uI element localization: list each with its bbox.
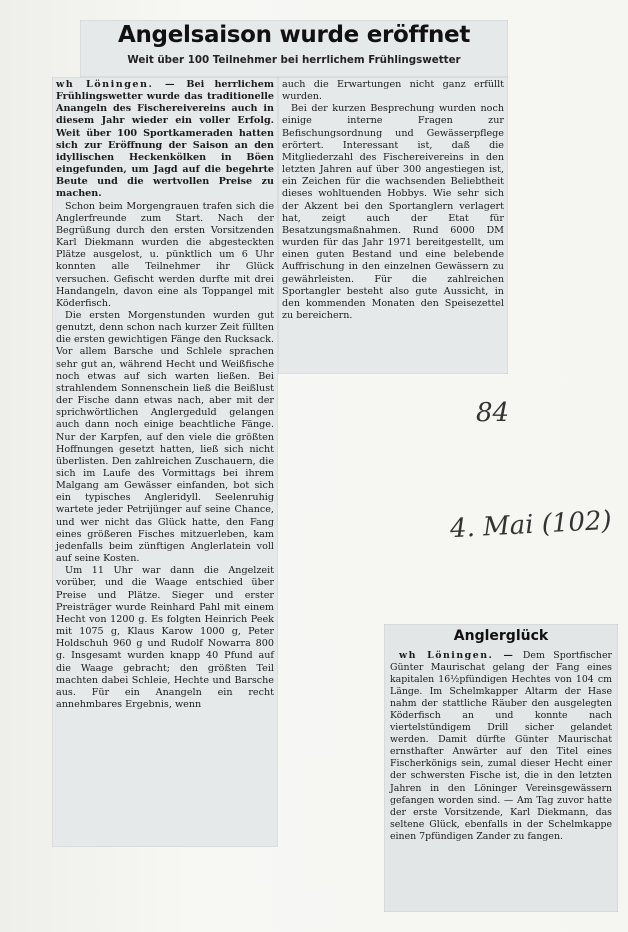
article-lead <box>56 79 274 201</box>
sidebar-article-headline: Anglerglück <box>453 628 549 644</box>
handwritten-page-number: 84 <box>476 398 510 428</box>
article-header-clipping <box>80 20 508 77</box>
article-lead-text: Bei herrlichem Frühlingswetter wurde das traditionelle Anangeln des Fischereivereins auch in diesem Jahr wieder ein voller Erfolg. Weit über 100 Sportkameraden hatten sich zur Eröffnung der Saison an den idyllischen Heckenkölken in Böen eingefunden, um Jagd auf die begehrte Beute und die wertvollen Preise zu machen. <box>56 79 275 200</box>
article-paragraph-4: auch die Erwartungen nicht ganz erfüllt wurden. <box>282 79 504 103</box>
sidebar-article-body: Dem Sportfischer Günter Maurischat gelang der Fang eines kapitalen 16½pfündigen Hechtes von 104 cm Länge. Im Schelmkapper Altarm der Hase nahm der stattliche Räuber den ausgelegten Köderfisch an und konnte nach viertelstündigem Drill sicher gelandet werden. Damit dürfte Günter Maurischat ernsthafter Anwärter auf den Titel eines Fischerkönigs sein, zumal dieser Hecht einer der schwersten Fische ist, die in den letzten Jahren in den Löninger Vereinsgewässern gefangen worden sind. — Am Tag zuvor hatte der erste Vorsitzende, Karl Diekmann, das seltene Glück, ebenfalls in der Schelmkappe einen 7pfündigen Zander zu fangen. <box>390 650 612 842</box>
article-headline: Angelsaison wurde eröffnet <box>117 22 471 48</box>
sidebar-article-dateline: wh Löningen. — <box>399 650 515 661</box>
sidebar-article-clipping <box>384 624 618 912</box>
article-paragraph-2: Die ersten Morgenstunden wurden gut genutzt, denn schon nach kurzer Zeit füllten die ersten gewichtigen Fänge den Rucksack. Vor allem Barsche und Schlele sprachen sehr gut an, während Hecht und Weißfische noch etwas auf sich warten ließen. Bei strahlendem Sonnenschein ließ die Beißlust der Fische dann etwas nach, aber mit der sprichwörtlichen Anglergeduld gelangen auch dann noch einige beachtliche Fänge. Nur der Karpfen, auf den viele die größten Hoffnungen gesetzt hatten, ließ sich nicht überlisten. Den zahlreichen Zuschauern, die sich im Laufe des Vormittags bei ihrem Malgang am Gewässer einfanden, bot sich ein typisches Angleridyll. Seelenruhig wartete jeder Petrijünger auf seine Chance, und wer nicht das Glück hatte, den Fang eines größeren Fisches mitzuerleben, kam jedenfalls beim zünftigen Anglerlatein voll auf seine Kosten. <box>56 309 274 565</box>
sidebar-article-text <box>390 650 612 843</box>
article-column-left <box>52 77 278 847</box>
article-paragraph-1: Schon beim Morgengrauen trafen sich die Anglerfreunde zum Start. Nach der Begrüßung durch den ersten Vorsitzenden Karl Diekmann wurden die abgesteckten Plätze ausgelost, u. pünktlich um 6 Uhr konnten alle Teilnehmer ihr Glück versuchen. Gefischt werden durfte mit drei Handangeln, davon eine als Toppangel mit Köderfisch. <box>56 200 274 309</box>
article-subheadline: Weit über 100 Teilnehmer bei herrlichem Frühlingswetter <box>127 54 461 66</box>
column-right-text <box>282 79 504 322</box>
article-paragraph-3: Um 11 Uhr war dann die Angelzeit vorüber, und die Waage entschied über Preise und Plätze. Sieger und erster Preisträger wurde Reinhard Pahl mit einem Hecht von 1200 g. Es folgten Heinrich Peek mit 1075 g, Klaus Karow 1000 g, Peter Holdschuh 960 g und Rudolf Nowarra 800 g. Insgesamt wurden knapp 40 Pfund auf die Waage gebracht; den größten Teil machten dabei Schleie, Hechte und Barsche aus. Für ein Anangeln ein recht annehmbares Ergebnis, wenn <box>56 565 274 710</box>
handwritten-date-note: 4. Mai (102) <box>449 505 613 545</box>
column-left-text <box>56 79 274 711</box>
sidebar-article-paragraph <box>390 650 612 843</box>
article-dateline: wh Löningen. — <box>56 79 177 90</box>
article-column-right <box>278 77 508 374</box>
article-paragraph-5: Bei der kurzen Besprechung wurden noch einige interne Fragen zur Befischungsordnung und Gewässerpflege erörtert. Interessant ist, daß die Mitgliederzahl des Fischereivereins in den letzten Jahren auf über 300 angestiegen ist, ein Zeichen für die wachsenden Beliebtheit dieses wohltuenden Hobbys. Wie sehr sich der Akzent bei den Sportanglern verlagert hat, zeigt auch der Etat für Besatzungsmaßnahmen. Rund 6000 DM wurden für das Jahr 1971 bereitgestellt, um einen guten Bestand und eine belebende Auffrischung in den einzelnen Gewässern zu gewährleisten. Für die zahlreichen Sportangler besteht also gute Aussicht, in den kommenden Monaten den Speisezettel zu bereichern. <box>282 103 504 321</box>
